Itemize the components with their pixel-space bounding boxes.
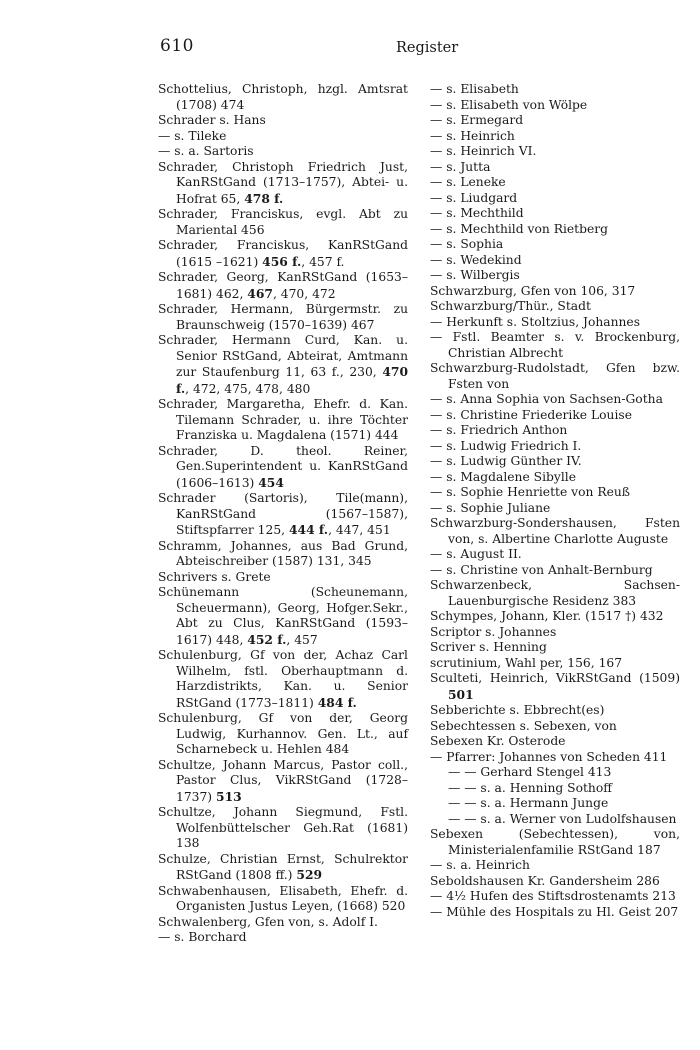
index-entry: — s. Ludwig Günther IV.	[430, 454, 582, 468]
index-entry: Schwarzburg-Sondershausen, Fsten von, s. Albertine Charlotte Auguste	[430, 516, 680, 546]
index-entry: — 4½ Hufen des Stiftsdrostenamts 213	[430, 889, 676, 903]
index-entry: Schrader (Sartoris), Tile(mann), KanRStGand (1567–1587), Stiftspfarrer 125, 444 f., 447, 451	[158, 491, 408, 537]
index-entry: Schrader, Franciskus, evgl. Abt zu Mariental 456	[158, 207, 408, 237]
index-entry: — s. Liudgard	[430, 190, 518, 205]
index-entry: — s. Heinrich	[430, 128, 515, 143]
index-entry: — s. August II.	[430, 547, 522, 561]
index-entry: Schwarzburg-Rudolstadt, Gfen bzw. Fsten von	[430, 361, 680, 391]
index-entry: — s. Ermegard	[430, 113, 524, 127]
index-entry: Schrader, Hermann, Bürgermstr. zu Braunschweig (1570–1639) 467	[158, 302, 408, 332]
index-entry: Schünemann (Scheunemann, Scheuermann), Georg, Hofger.Sekr., Abt zu Clus, KanRStGand (1593–1617) 448, 452 f., 457	[158, 585, 408, 647]
index-entry: — s. Elisabeth	[430, 82, 519, 96]
index-entry: — s. a. Heinrich	[430, 858, 530, 872]
index-entry: — s. Anna Sophia von Sachsen-Gotha	[430, 392, 663, 406]
index-entry: Schrivers s. Grete	[158, 569, 271, 584]
index-entry: Schrader, Franciskus, KanRStGand (1615 –1621) 456 f., 457 f.	[158, 238, 408, 269]
index-entry: — s. Mechthild von Rietberg	[430, 221, 609, 236]
index-entry: — — Gerhard Stengel 413	[448, 765, 612, 779]
index-entry: — s. Heinrich VI.	[430, 144, 537, 158]
index-entry: Schympes, Johann, Kler. (1517 †) 432	[430, 609, 664, 623]
left-column	[158, 82, 408, 946]
index-entry: — s. Sophie Henriette von Reuß	[430, 485, 630, 499]
index-entry: Schramm, Johannes, aus Bad Grund, Abteischreiber (1587) 131, 345	[158, 538, 408, 568]
index-entry: — s. Jutta	[430, 159, 491, 174]
index-entry: Sebberichte s. Ebbrecht(es)	[430, 703, 605, 717]
index-entry: Schwalenberg, Gfen von, s. Adolf I.	[158, 914, 378, 929]
index-entry: Scriptor s. Johannes	[430, 624, 557, 639]
index-entry: Sebechtessen s. Sebexen, von	[430, 718, 617, 733]
page-number: 610	[160, 36, 194, 56]
index-entry: — s. a. Sartoris	[158, 144, 254, 158]
right-column	[430, 82, 680, 920]
index-entry: Schrader s. Hans	[158, 113, 266, 127]
index-entry: Seboldshausen Kr. Gandersheim 286	[430, 873, 660, 888]
index-entry: — s. Sophia	[430, 237, 504, 251]
index-entry: — Mühle des Hospitals zu Hl. Geist 207	[430, 904, 679, 919]
index-entry: Schwabenhausen, Elisabeth, Ehefr. d. Organisten Justus Leyen, (1668) 520	[158, 883, 408, 913]
index-entry: Schulenburg, Gf von der, Georg Ludwig, Kurhannov. Gen. Lt., auf Scharnebeck u. Hehlen 484	[158, 711, 408, 756]
index-entry: — s. Magdalene Sibylle	[430, 469, 576, 484]
running-head: Register	[396, 40, 459, 56]
index-entry: Schultze, Johann Marcus, Pastor coll., Pastor Clus, VikRStGand (1728–1737) 513	[158, 757, 408, 804]
index-entry: Scriver s. Henning	[430, 640, 547, 654]
index-entry: — s. Elisabeth von Wölpe	[430, 97, 588, 112]
index-entry: — — s. a. Hermann Junge	[448, 796, 609, 810]
index-entry: Schottelius, Christoph, hzgl. Amtsrat (1708) 474	[158, 82, 408, 112]
index-entry: — s. Tileke	[158, 128, 227, 143]
index-entry: — Fstl. Beamter s. v. Brockenburg, Christian Albrecht	[430, 330, 680, 360]
index-entry: scrutinium, Wahl per, 156, 167	[430, 655, 623, 670]
index-entry: Schwarzburg/Thür., Stadt	[430, 299, 591, 313]
index-entry: Schwarzburg, Gfen von 106, 317	[430, 283, 636, 298]
index-entry: — s. Friedrich Anthon	[430, 423, 568, 437]
index-entry: — Herkunft s. Stoltzius, Johannes	[430, 314, 641, 329]
index-entry: — — s. a. Henning Sothoff	[448, 780, 612, 795]
index-entry: — s. Christine von Anhalt-Bernburg	[430, 562, 653, 577]
index-entry: — Pfarrer: Johannes von Scheden 411	[430, 749, 668, 764]
index-entry: — s. Christine Friederike Louise	[430, 407, 632, 422]
index-entry: Schulze, Christian Ernst, Schulrektor RStGand (1808 ff.) 529	[158, 851, 408, 882]
index-entry: Schrader, Margaretha, Ehefr. d. Kan. Tilemann Schrader, u. ihre Töchter Franziska u. Magdalena (1571) 444	[158, 397, 408, 442]
index-entry: — s. Ludwig Friedrich I.	[430, 438, 582, 453]
index-entry: Sebexen Kr. Osterode	[430, 734, 566, 748]
index-entry: Schrader, D. theol. Reiner, Gen.Superintendent u. KanRStGand (1606–1613) 454	[158, 443, 408, 490]
index-entry: — s. Borchard	[158, 930, 247, 944]
index-entry: — s. Sophie Juliane	[430, 500, 551, 515]
index-entry: Sculteti, Heinrich, VikRStGand (1509) 501	[430, 671, 680, 702]
index-entry: Schrader, Georg, KanRStGand (1653–1681) 462, 467, 470, 472	[158, 270, 408, 301]
index-entry: Schultze, Johann Siegmund, Fstl. Wolfenbüttelscher Geh.Rat (1681) 138	[158, 805, 408, 850]
index-entry: — s. Leneke	[430, 175, 506, 189]
index-entry: Sebexen (Sebechtessen), von, Ministerialenfamilie RStGand 187	[430, 827, 680, 857]
index-entry: Schrader, Hermann Curd, Kan. u. Senior RStGand, Abteirat, Amtmann zur Staufenburg 11, 63 f., 230, 470 f., 472, 475, 478, 480	[158, 333, 408, 396]
index-entry: Schrader, Christoph Friedrich Just, KanRStGand (1713–1757), Abtei- u. Hofrat 65, 478 f.	[158, 159, 408, 206]
index-entry: — s. Wedekind	[430, 252, 522, 267]
index-entry: Schwarzenbeck, Sachsen-Lauenburgische Residenz 383	[430, 578, 680, 608]
index-entry: Schulenburg, Gf von der, Achaz Carl Wilhelm, fstl. Oberhauptmann d. Harzdistrikts, Kan. u. Senior RStGand (1773–1811) 484 f.	[158, 648, 408, 710]
index-entry: — — s. a. Werner von Ludolfshausen	[448, 811, 677, 826]
index-entry: — s. Wilbergis	[430, 268, 520, 282]
index-entry: — s. Mechthild	[430, 206, 524, 220]
